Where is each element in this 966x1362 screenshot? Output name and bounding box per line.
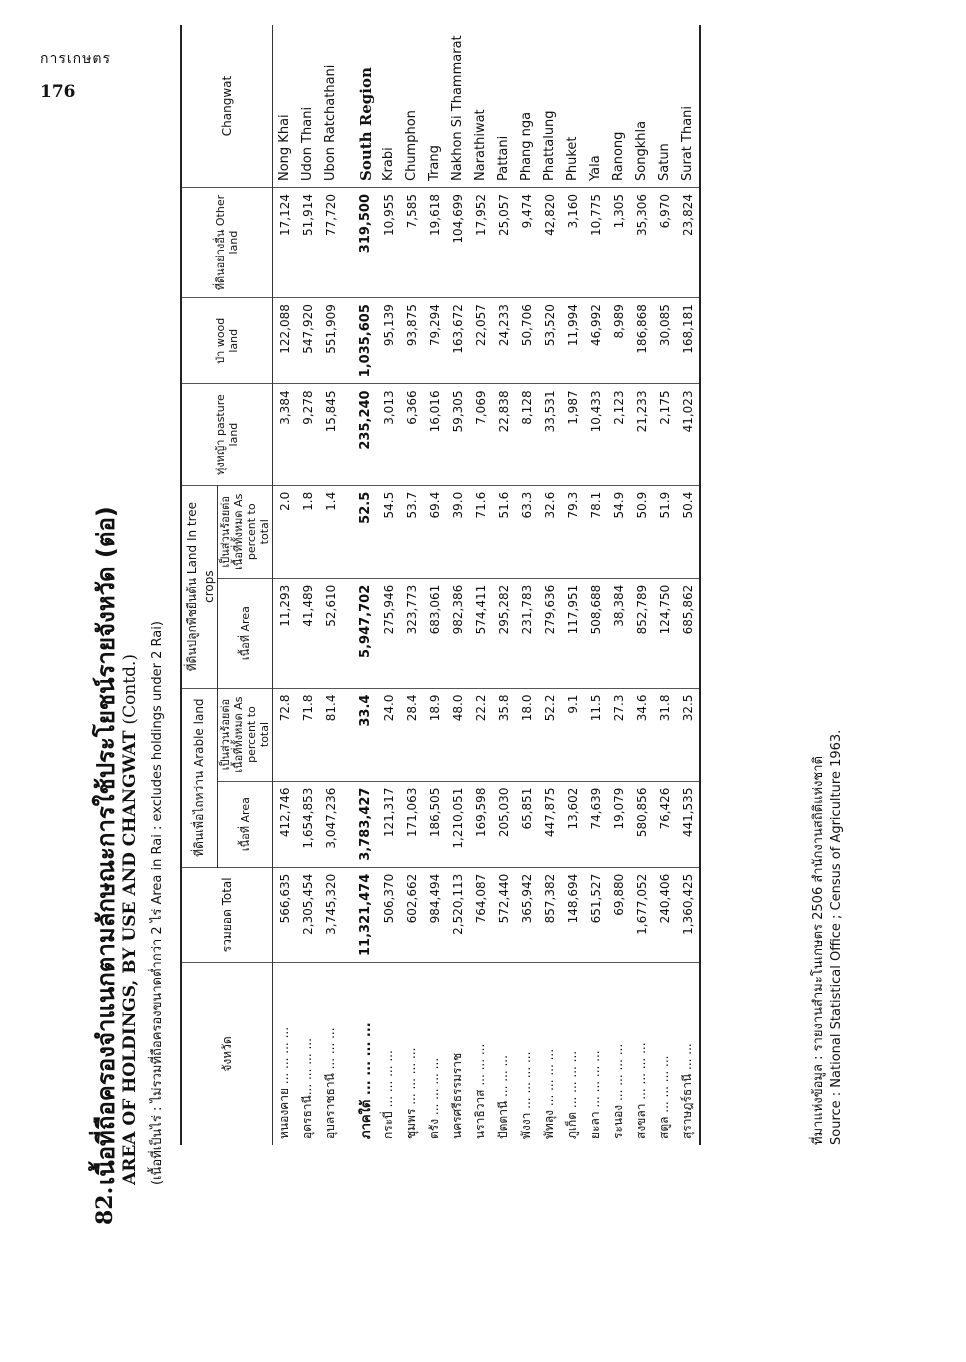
cell-tree-pct: 1.4	[319, 485, 342, 578]
cell-en: Phuket	[561, 25, 584, 188]
cell-arable-pct: 28.4	[400, 688, 423, 781]
cell-other: 17,952	[469, 188, 492, 298]
cell-wood: 95,139	[377, 298, 400, 384]
cell-wood: 551,909	[319, 298, 342, 384]
cell-tree-pct: 71.6	[469, 485, 492, 578]
cell-total: 240,406	[653, 867, 676, 962]
cell-tree: 124,750	[653, 578, 676, 688]
cell-th: อุดรธานี... ... ... ...	[300, 1038, 314, 1139]
cell-en: Nong Khai	[273, 25, 297, 188]
cell-tree: 323,773	[400, 578, 423, 688]
cell-pasture: 33,531	[538, 384, 561, 485]
cell-en: Udon Thani	[296, 25, 319, 188]
cell-tree-pct: 2.0	[273, 485, 297, 578]
source-note	[810, 730, 846, 1145]
cell-en: Phattalung	[538, 25, 561, 188]
table-row	[492, 25, 515, 1145]
cell-pasture: 2,123	[607, 384, 630, 485]
cell-en: Ubon Ratchathani	[319, 25, 342, 188]
cell-en: Nakhon Si Thammarat	[446, 25, 469, 188]
cell-wood: 186,868	[630, 298, 653, 384]
cell-en: Trang	[423, 25, 446, 188]
cell-en: Ranong	[607, 25, 630, 188]
cell-total: 566,635	[273, 867, 297, 962]
cell-arable: 447,875	[538, 781, 561, 867]
cell-arable-pct: 18.0	[515, 688, 538, 781]
cell-pasture: 22,838	[492, 384, 515, 485]
cell-tree: 279,636	[538, 578, 561, 688]
title-contd: (Contd.)	[120, 653, 140, 725]
table-header	[181, 25, 273, 1145]
header-arable-area: เนื้อที่ Area	[218, 781, 273, 867]
cell-other: 9,474	[515, 188, 538, 298]
cell-total: 2,305,454	[296, 867, 319, 962]
cell-wood: 163,672	[446, 298, 469, 384]
cell-tree-pct: 39.0	[446, 485, 469, 578]
cell-wood: 46,992	[584, 298, 607, 384]
cell-arable: 19,079	[607, 781, 630, 867]
cell-other: 23,824	[676, 188, 700, 298]
cell-total: 764,087	[469, 867, 492, 962]
cell-tree-pct: 53.7	[400, 485, 423, 578]
cell-arable-pct: 71.8	[296, 688, 319, 781]
cell-pasture: 21,233	[630, 384, 653, 485]
cell-total: 11,321,474	[354, 867, 377, 962]
cell-pasture: 15,845	[319, 384, 342, 485]
cell-en: Narathiwat	[469, 25, 492, 188]
cell-tree-pct: 52.5	[354, 485, 377, 578]
cell-pasture: 10,433	[584, 384, 607, 485]
header-wood: ป่า wood land	[181, 298, 273, 384]
cell-other: 77,720	[319, 188, 342, 298]
cell-arable: 76,426	[653, 781, 676, 867]
cell-th: ระนอง ... ... ... ...	[611, 1043, 625, 1139]
cell-tree-pct: 69.4	[423, 485, 446, 578]
cell-arable-pct: 9.1	[561, 688, 584, 781]
cell-other: 6,970	[653, 188, 676, 298]
table-row	[319, 25, 342, 1145]
cell-total: 1,677,052	[630, 867, 653, 962]
cell-wood: 53,520	[538, 298, 561, 384]
header-arable: ที่ดินเพื่อไถหว่าน Arable land	[181, 688, 218, 867]
cell-wood: 122,088	[273, 298, 297, 384]
title-thai: เนื้อที่ถือครองจำแนกตามลักษณะการใช้ประโยชน์รายจังหวัด (ต่อ)	[92, 506, 120, 1185]
cell-total: 857,382	[538, 867, 561, 962]
cell-en: Songkhla	[630, 25, 653, 188]
cell-tree: 683,061	[423, 578, 446, 688]
cell-pasture: 6,366	[400, 384, 423, 485]
cell-arable-pct: 34.6	[630, 688, 653, 781]
cell-th: ภูเก็ต ... ... ... ...	[565, 1050, 579, 1139]
table-row	[354, 25, 377, 1145]
cell-pasture: 16,016	[423, 384, 446, 485]
cell-pasture: 8,128	[515, 384, 538, 485]
cell-wood: 547,920	[296, 298, 319, 384]
table-row	[561, 25, 584, 1145]
cell-other: 1,305	[607, 188, 630, 298]
cell-th: ยะลา ... ... ... ...	[588, 1050, 602, 1139]
holdings-table	[180, 25, 701, 1145]
cell-arable-pct: 35.8	[492, 688, 515, 781]
cell-th: พัทลุง ... ... ... ...	[542, 1048, 556, 1139]
cell-tree-pct: 63.3	[515, 485, 538, 578]
cell-tree: 852,789	[630, 578, 653, 688]
cell-en: Pattani	[492, 25, 515, 188]
cell-wood: 1,035,605	[354, 298, 377, 384]
table-row	[653, 25, 676, 1145]
cell-tree: 52,610	[319, 578, 342, 688]
cell-pasture: 41,023	[676, 384, 700, 485]
cell-wood: 168,181	[676, 298, 700, 384]
cell-tree: 685,862	[676, 578, 700, 688]
table-row	[538, 25, 561, 1145]
cell-other: 35,306	[630, 188, 653, 298]
cell-arable-pct: 27.3	[607, 688, 630, 781]
cell-arable: 205,030	[492, 781, 515, 867]
cell-total: 3,745,320	[319, 867, 342, 962]
cell-tree: 11,293	[273, 578, 297, 688]
cell-tree: 574,411	[469, 578, 492, 688]
table-row	[377, 25, 400, 1145]
cell-arable-pct: 32.5	[676, 688, 700, 781]
source-thai: ที่มาแห่งข้อมูล : รายงานสำมะโนเกษตร 2506 สำนักงานสถิติแห่งชาติ	[811, 756, 826, 1145]
cell-th: สุราษฎร์ธานี ... ...	[676, 963, 700, 1146]
cell-arable: 74,639	[584, 781, 607, 867]
cell-total: 602,662	[400, 867, 423, 962]
cell-wood: 11,994	[561, 298, 584, 384]
cell-arable-pct: 52.2	[538, 688, 561, 781]
cell-total: 506,370	[377, 867, 400, 962]
cell-th: สตูล ... ... ... ...	[657, 1055, 671, 1139]
cell-th: นครศรีธรรมราช	[450, 1052, 464, 1139]
title-english-text: AREA OF HOLDINGS, BY USE AND CHANGWAT	[120, 730, 140, 1185]
cell-pasture: 2,175	[653, 384, 676, 485]
cell-other: 42,820	[538, 188, 561, 298]
table-row	[607, 25, 630, 1145]
cell-other: 7,585	[400, 188, 423, 298]
cell-tree: 508,688	[584, 578, 607, 688]
table-row	[273, 25, 297, 1145]
cell-tree-pct: 54.5	[377, 485, 400, 578]
cell-arable: 121,317	[377, 781, 400, 867]
cell-arable: 186,505	[423, 781, 446, 867]
cell-arable: 580,856	[630, 781, 653, 867]
cell-pasture: 235,240	[354, 384, 377, 485]
cell-wood: 79,294	[423, 298, 446, 384]
cell-th: นราธิวาส ... ... ...	[473, 1043, 487, 1139]
table-row	[469, 25, 492, 1145]
cell-en: Phang nga	[515, 25, 538, 188]
cell-other: 17,124	[273, 188, 297, 298]
cell-arable: 13,602	[561, 781, 584, 867]
header-total: รวมยอด Total	[181, 867, 273, 962]
header-other: ที่ดินอย่างอื่น Other land	[181, 188, 273, 298]
cell-wood: 93,875	[400, 298, 423, 384]
cell-other: 319,500	[354, 188, 377, 298]
cell-en: Chumphon	[400, 25, 423, 188]
cell-total: 651,527	[584, 867, 607, 962]
cell-other: 19,618	[423, 188, 446, 298]
table-row	[630, 25, 653, 1145]
cell-pasture: 1,987	[561, 384, 584, 485]
table-body	[273, 25, 701, 1145]
cell-en: Surat Thani	[676, 25, 700, 188]
cell-arable: 169,598	[469, 781, 492, 867]
table-row	[296, 25, 319, 1145]
cell-other: 10,955	[377, 188, 400, 298]
cell-arable: 1,210,051	[446, 781, 469, 867]
cell-other: 25,057	[492, 188, 515, 298]
cell-arable-pct: 48.0	[446, 688, 469, 781]
cell-tree-pct: 50.9	[630, 485, 653, 578]
unit-note: (เนื้อที่เป็นไร่ : ไม่รวมที่ถือครองขนาดต่ำกว่า 2 ไร่ Area in Rai : excludes holdings under 2 Rai)	[150, 621, 165, 1185]
cell-tree: 275,946	[377, 578, 400, 688]
cell-th: กระบี่ ... ... ... ...	[381, 1050, 395, 1139]
cell-tree: 295,282	[492, 578, 515, 688]
cell-arable-pct: 24.0	[377, 688, 400, 781]
table-row	[676, 25, 700, 1145]
cell-other: 10,775	[584, 188, 607, 298]
cell-tree-pct: 79.3	[561, 485, 584, 578]
cell-other: 51,914	[296, 188, 319, 298]
cell-arable-pct: 81.4	[319, 688, 342, 781]
cell-wood: 8,989	[607, 298, 630, 384]
cell-arable-pct: 22.2	[469, 688, 492, 781]
cell-tree: 5,947,702	[354, 578, 377, 688]
cell-wood: 24,233	[492, 298, 515, 384]
cell-total: 2,520,113	[446, 867, 469, 962]
cell-arable-pct: 11.5	[584, 688, 607, 781]
cell-arable: 3,783,427	[354, 781, 377, 867]
cell-th: ตรัง ... ... ... ...	[427, 1057, 441, 1139]
cell-arable: 3,047,236	[319, 781, 342, 867]
cell-tree: 38,384	[607, 578, 630, 688]
cell-tree-pct: 1.8	[296, 485, 319, 578]
cell-arable: 412,746	[273, 781, 297, 867]
cell-tree-pct: 51.6	[492, 485, 515, 578]
cell-arable-pct: 18.9	[423, 688, 446, 781]
cell-th: พังงา ... ... ... ...	[519, 1051, 533, 1139]
cell-th: อุบลราชธานี ... ... ...	[323, 1027, 337, 1139]
cell-tree: 117,951	[561, 578, 584, 688]
cell-arable: 65,851	[515, 781, 538, 867]
cell-pasture: 3,384	[273, 384, 297, 485]
header-arable-percent: เป็นส่วนร้อยต่อเนื้อที่ทั้งหมด As percent to total	[218, 688, 273, 781]
running-head: การเกษตร	[40, 51, 111, 67]
cell-other: 3,160	[561, 188, 584, 298]
header-tree-area: เนื้อที่ Area	[218, 578, 273, 688]
cell-tree-pct: 51.9	[653, 485, 676, 578]
cell-tree: 231,783	[515, 578, 538, 688]
header-changwat-thai: จังหวัด	[181, 963, 273, 1146]
cell-tree: 41,489	[296, 578, 319, 688]
cell-th: สงขลา ... ... ... ...	[634, 1042, 648, 1139]
cell-pasture: 9,278	[296, 384, 319, 485]
cell-arable-pct: 33.4	[354, 688, 377, 781]
cell-tree: 982,386	[446, 578, 469, 688]
table-row	[584, 25, 607, 1145]
cell-other: 104,699	[446, 188, 469, 298]
cell-th: ปัตตานี ... ... ...	[496, 1055, 510, 1139]
cell-pasture: 3,013	[377, 384, 400, 485]
source-english: Source : National Statistical Office ; Census of Agriculture 1963.	[829, 729, 844, 1145]
cell-en: Krabi	[377, 25, 400, 188]
table-row	[400, 25, 423, 1145]
cell-arable-pct: 31.8	[653, 688, 676, 781]
cell-en: Yala	[584, 25, 607, 188]
title-english	[120, 654, 140, 1185]
cell-th: ภาคใต้ ... ... ... ...	[359, 1022, 374, 1139]
cell-total: 984,494	[423, 867, 446, 962]
cell-en: South Region	[354, 25, 377, 188]
cell-arable: 1,654,853	[296, 781, 319, 867]
cell-tree-pct: 50.4	[676, 485, 700, 578]
table-row	[423, 25, 446, 1145]
cell-total: 572,440	[492, 867, 515, 962]
header-tree-crops: ที่ดินปลูกพืชยืนต้น Land In tree crops	[181, 485, 218, 688]
header-pasture: ทุ่งหญ้า pasture land	[181, 384, 273, 485]
cell-total: 365,942	[515, 867, 538, 962]
cell-th: ชุมพร ... ... ... ...	[404, 1047, 418, 1139]
cell-en: Satun	[653, 25, 676, 188]
cell-pasture: 59,305	[446, 384, 469, 485]
table-row	[446, 25, 469, 1145]
table-row	[515, 25, 538, 1145]
cell-arable: 441,535	[676, 781, 700, 867]
cell-total: 1,360,425	[676, 867, 700, 962]
table-number: 82.	[92, 1186, 118, 1225]
header-changwat-english: Changwat	[181, 25, 273, 188]
rotated-table-region	[80, 0, 880, 1225]
cell-arable-pct: 72.8	[273, 688, 297, 781]
cell-total: 148,694	[561, 867, 584, 962]
cell-pasture: 7,069	[469, 384, 492, 485]
cell-wood: 50,706	[515, 298, 538, 384]
cell-wood: 22,057	[469, 298, 492, 384]
cell-tree-pct: 54.9	[607, 485, 630, 578]
cell-arable: 171,063	[400, 781, 423, 867]
page-number: 176	[40, 82, 76, 102]
cell-wood: 30,085	[653, 298, 676, 384]
header-tree-percent: เป็นส่วนร้อยต่อเนื้อที่ทั้งหมด As percent to total	[218, 485, 273, 578]
cell-tree-pct: 78.1	[584, 485, 607, 578]
cell-th: หนองคาย ... ... ... ...	[277, 1026, 291, 1139]
cell-total: 69,880	[607, 867, 630, 962]
row-spacer	[342, 25, 354, 1145]
cell-tree-pct: 32.6	[538, 485, 561, 578]
